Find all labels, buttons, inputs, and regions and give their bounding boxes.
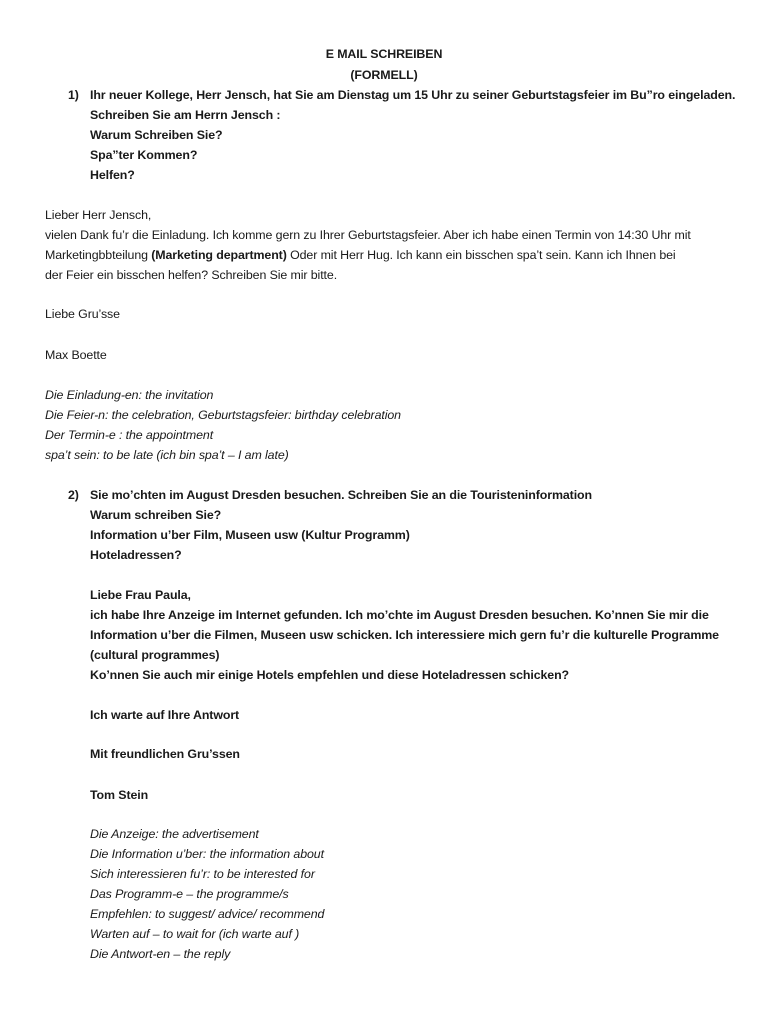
document-title: E MAIL SCHREIBEN (325, 47, 443, 61)
letter-2-closing: Mit freundlichen Gru’ssen (90, 747, 240, 761)
task-1-question-3: Helfen? (90, 168, 135, 182)
letter-1-department-translation: (Marketing department) (151, 248, 287, 262)
letter-2-greeting: Liebe Frau Paula, (90, 588, 191, 602)
vocab-1-item-4: spa’t sein: to be late (ich bin spa’t – I am late) (45, 448, 289, 462)
letter-1-closing: Liebe Gru’sse (45, 307, 120, 321)
vocab-2-item-1: Die Anzeige: the advertisement (90, 827, 259, 841)
task-1-question-1: Warum Schreiben Sie? (90, 128, 223, 142)
task-2-question-1: Warum schreiben Sie? (90, 508, 222, 522)
vocab-1-item-2: Die Feier-n: the celebration, Geburtstagsfeier: birthday celebration (45, 408, 401, 422)
task-1-question-2: Spa”ter Kommen? (90, 148, 198, 162)
letter-2-body-line-3: (cultural programmes) (90, 648, 220, 662)
vocab-2-item-2: Die Information u’ber: the information about (90, 847, 324, 861)
task-2-number: 2) (68, 488, 79, 502)
vocab-2-item-6: Warten auf – to wait for (ich warte auf ) (90, 927, 300, 941)
letter-1-body-continuation: Oder mit Herr Hug. Ich kann ein bisschen spa’t sein. Kann ich Ihnen bei (290, 248, 676, 262)
letter-1-signature: Max Boette (45, 348, 107, 362)
letter-2-body-line-1: ich habe Ihre Anzeige im Internet gefunden. Ich mo’chte im August Dresden besuchen. Ko’nnen Sie mir die (90, 608, 709, 622)
task-1-instruction: Schreiben Sie am Herrn Jensch : (90, 108, 281, 122)
task-2-question-2: Information u’ber Film, Museen usw (Kultur Programm) (90, 528, 410, 542)
vocab-1-item-1: Die Einladung-en: the invitation (45, 388, 214, 402)
task-1-prompt: Ihr neuer Kollege, Herr Jensch, hat Sie am Dienstag um 15 Uhr zu seiner Geburtstagsfeier im Bu”ro eingeladen. (90, 88, 736, 102)
letter-2-signature: Tom Stein (90, 788, 149, 802)
letter-1-body-line-3: der Feier ein bisschen helfen? Schreiben Sie mir bitte. (45, 268, 338, 282)
document-subtitle: (FORMELL) (350, 68, 418, 82)
vocab-2-item-3: Sich interessieren fu’r: to be interested for (90, 867, 315, 881)
vocab-2-item-4: Das Programm-e – the programme/s (90, 887, 289, 901)
letter-1-body-line-2 (45, 247, 676, 263)
letter-1-body-line-1: vielen Dank fu’r die Einladung. Ich komme gern zu Ihrer Geburtstagsfeier. Aber ich habe einen Termin von 14:30 Uhr mit (45, 228, 691, 242)
vocab-1-item-3: Der Termin-e : the appointment (45, 428, 214, 442)
letter-2-body-line-2: Information u’ber die Filmen, Museen usw schicken. Ich interessiere mich gern fu’r die kulturelle Programme (90, 628, 719, 642)
letter-2-waiting: Ich warte auf Ihre Antwort (90, 708, 240, 722)
letter-1-greeting: Lieber Herr Jensch, (45, 208, 152, 222)
letter-2-body-line-4: Ko’nnen Sie auch mir einige Hotels empfehlen und diese Hoteladressen schicken? (90, 668, 570, 682)
letter-1-department: Marketingbbteilung (45, 248, 148, 262)
task-2-question-3: Hoteladressen? (90, 548, 182, 562)
task-2-prompt: Sie mo’chten im August Dresden besuchen. Schreiben Sie an die Touristeninformation (90, 488, 592, 502)
task-1-number: 1) (68, 88, 79, 102)
vocab-2-item-5: Empfehlen: to suggest/ advice/ recommend (90, 907, 325, 921)
vocab-2-item-7: Die Antwort-en – the reply (90, 947, 231, 961)
